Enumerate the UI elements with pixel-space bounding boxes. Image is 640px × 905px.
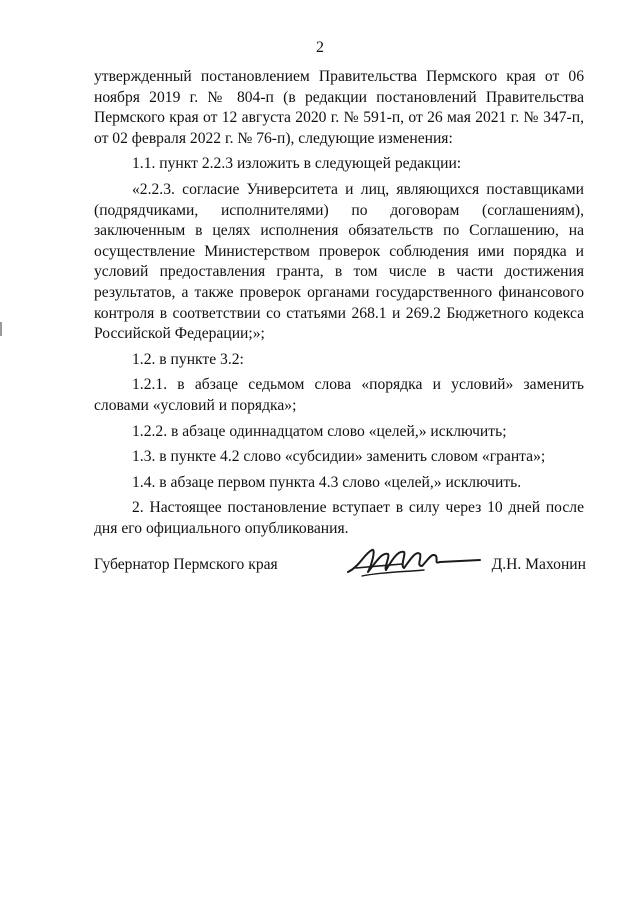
paragraph-item-1-4: 1.4. в абзаце первом пункта 4.3 слово «целей,» исключить. — [132, 473, 522, 491]
signer-name: Д.Н. Махонин — [491, 556, 586, 573]
paragraph-item-1-2-1: 1.2.1. в абзаце седьмом слова «порядка и условий» заменить словами «условий и порядка»; — [94, 376, 584, 414]
handwritten-signature — [342, 542, 482, 582]
paragraph-item-1-2: 1.2. в пункте 3.2: — [132, 350, 244, 368]
paragraph-intro: утвержденный постановлением Правительства Пермского края от 06 ноября 2019 г. № 804-п (в редакции постановлений Правительства Пермского края от 12 августа 2020 г. № 591-п, от 26 мая 2021 г. № 347-п, от 02 февраля 2022 г. № 76-п), следующие изменения: — [94, 68, 584, 147]
document-body — [94, 67, 584, 544]
paragraph-item-1-1: 1.1. пункт 2.2.3 изложить в следующей редакции: — [132, 155, 462, 173]
signer-title: Губернатор Пермского края — [94, 556, 278, 573]
page-number: 2 — [316, 39, 324, 56]
signature-block — [94, 540, 586, 590]
paragraph-item-2: 2. Настоящее постановление вступает в силу через 10 дней после дня его официального опубликования. — [94, 499, 584, 537]
paragraph-item-1-3: 1.3. в пункте 4.2 слово «субсидии» заменить словом «гранта»; — [132, 448, 546, 466]
left-margin-mark — [0, 322, 2, 336]
paragraph-item-2-2-3: «2.2.3. согласие Университета и лиц, являющихся поставщиками (подрядчиками, исполнителями) по договорам (соглашениям), заключенным в целях исполнения обязательств по Соглашению, на осуществление Министерством проверок соблюдения ими порядка и условий предоставления гранта, в том числе в части достижения результатов, а также проверок органами государственного финансового контроля в соответствии со статьями 268.1 и 269.2 Бюджетного кодекса Российской Федерации;»; — [94, 180, 584, 343]
paragraph-item-1-2-2: 1.2.2. в абзаце одиннадцатом слово «целей,» исключить; — [132, 422, 507, 440]
